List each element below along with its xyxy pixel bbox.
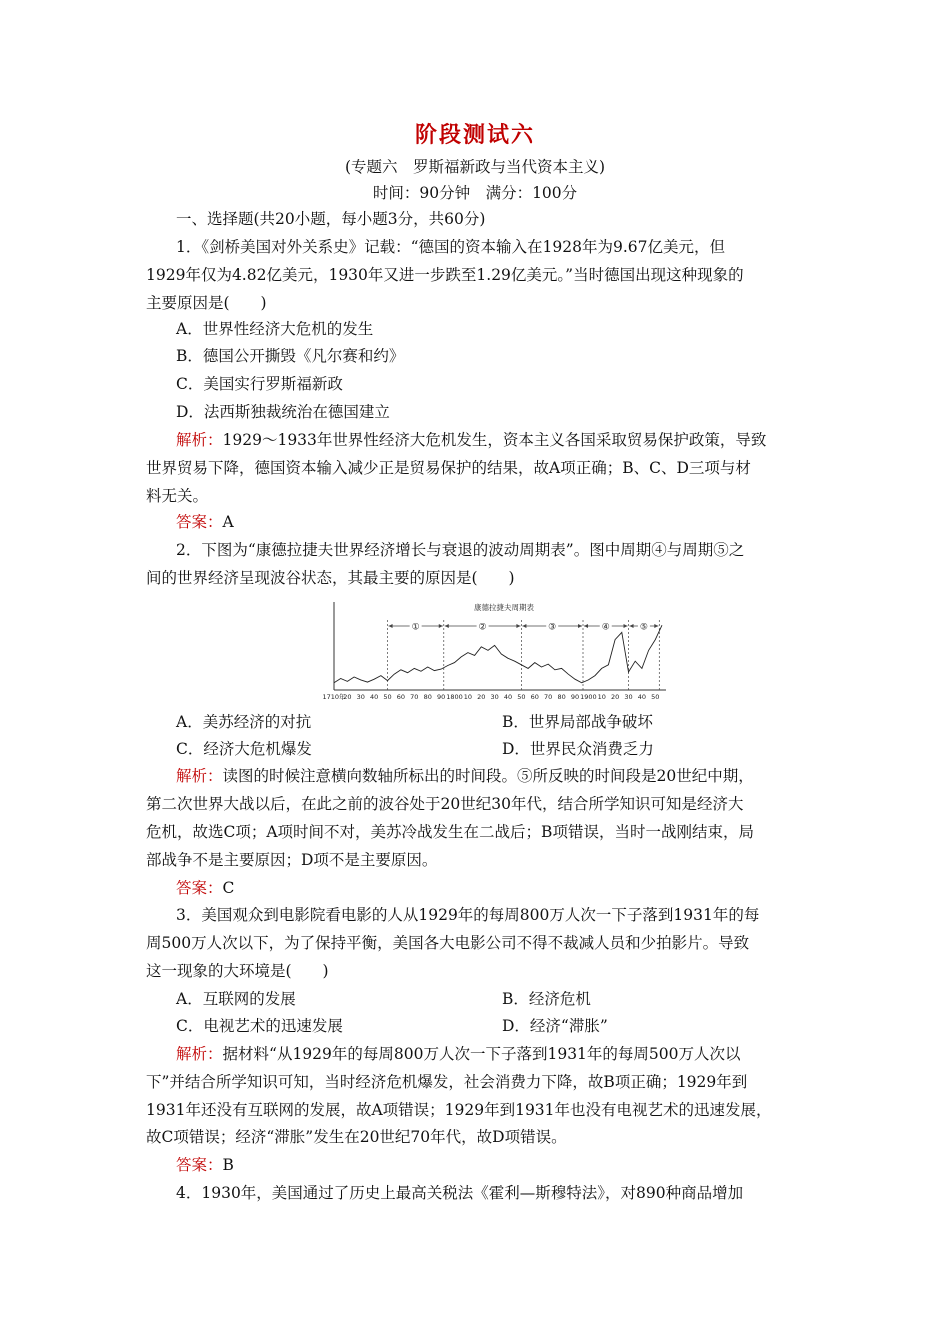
analysis-text: 据材料“从1929年的每周800万人次一下子落到1931年的每周500万人次以 [222,1045,741,1063]
cycle-arrowhead [439,624,443,628]
x-tick-label: 1800 [446,693,463,701]
x-tick-label: 50 [517,693,526,701]
cycle-label: ⑤ [639,622,648,633]
q1-analysis-line: 料无关。 [146,487,209,505]
q2-option-b: B．世界局部战争破坏 [502,713,653,731]
q3-analysis-line: 下”并结合所学知识可知，当时经济危机爆发，社会消费力下降，故B项正确；1929年到 [146,1073,748,1091]
x-tick-label: 30 [624,693,633,701]
q2-analysis-line: 危机，故选C项；A项时间不对，美苏冷战发生在二战后；B项错误，当时一战刚结束，局 [146,823,754,841]
q3-option-d: D．经济“滞胀” [502,1017,608,1035]
cycle-arrowhead [522,624,526,628]
kondratiev-chart [312,598,672,706]
x-tick-label: 40 [503,693,513,701]
section-heading: 一、选择题(共20小题，每小题3分，共60分) [176,210,486,228]
x-tick-label: 80 [557,693,566,701]
q1-option-d: D．法西斯独裁统治在德国建立 [176,403,390,421]
q2-option-d: D．世界民众消费乏力 [502,740,654,758]
x-tick-label: 10 [597,693,606,701]
x-tick-label: 40 [370,693,379,701]
x-tick-label: 60 [530,693,539,701]
x-tick-label: 20 [343,693,352,701]
q3-stem-line: 周500万人次以下，为了保持平衡，美国各大电影公司不得不裁减人员和少拍影片。导致 [146,934,750,952]
answer-value: A [222,513,234,531]
q2-analysis-line: 第二次世界大战以后，在此之前的波谷处于20世纪30年代，结合所学知识可知是经济大 [146,795,744,813]
cycle-arrowhead [389,624,393,628]
x-tick-label: 30 [356,693,365,701]
q1-stem-line: 主要原因是( ) [146,294,267,312]
x-tick-label: 20 [477,693,486,701]
q1-answer [176,512,234,532]
q1-stem-line: 1929年仅为4.82亿美元，1930年又进一步跌至1.29亿美元。”当时德国出现这种现象的 [146,266,744,284]
q3-analysis-line: 故C项错误；经济“滞胀”发生在20世纪70年代，故D项错误。 [146,1128,567,1146]
analysis-label: 解析： [176,767,223,785]
answer-label: 答案： [176,513,223,531]
analysis-label: 解析： [176,1045,223,1063]
chart-svg [312,598,672,706]
x-tick-label: 90 [436,693,446,701]
x-tick-label: 20 [610,693,620,701]
page-subtitle: (专题六 罗斯福新政与当代资本主义) [344,158,606,176]
q3-answer [176,1155,234,1175]
q1-analysis-line: 世界贸易下降，德国资本输入减少正是贸易保护的结果，故A项正确；B、C、D三项与材 [146,459,751,477]
q1-option-c: C．美国实行罗斯福新政 [176,375,343,393]
x-tick-label: 40 [637,693,647,701]
cycle-arrowhead [445,624,449,628]
x-tick-label: 80 [423,693,432,701]
cycle-arrowhead [578,624,582,628]
analysis-text: 读图的时候注意横向数轴所标出的时间段。⑤所反映的时间段是20世纪中期， [222,767,754,785]
q2-stem-line: 2．下图为“康德拉捷夫世界经济增长与衰退的波动周期表”。图中周期④与周期⑤之 [176,541,745,559]
x-tick-label: 30 [490,693,499,701]
x-tick-label: 70 [544,693,553,701]
cycle-label: ② [478,622,487,633]
cycle-arrowhead [516,624,520,628]
x-tick-label: 90 [570,693,580,701]
exam-meta: 时间：90分钟 满分：100分 [372,184,578,202]
q3-option-b: B．经济危机 [502,990,591,1008]
q1-option-b: B．德国公开撕毁《凡尔赛和约》 [176,347,405,365]
q1-option-a: A．世界性经济大危机的发生 [176,320,374,338]
x-tick-label: 50 [651,693,660,701]
cycle-label: ① [411,622,420,633]
q1-analysis [176,430,766,450]
answer-value: C [222,879,235,897]
chart-title: 康德拉捷夫周期表 [474,603,534,612]
cycle-label: ④ [601,622,610,633]
answer-value: B [222,1156,234,1174]
analysis-label: 解析： [176,431,223,449]
q3-option-c: C．电视艺术的迅速发展 [176,1017,343,1035]
q2-analysis-line: 部战争不是主要原因；D项不是主要原因。 [146,851,438,869]
answer-label: 答案： [176,1156,223,1174]
cycle-arrowhead [630,624,634,628]
q2-answer [176,878,234,898]
q1-stem-line: 1．《剑桥美国对外关系史》记载：“德国的资本输入在1928年为9.67亿美元，但 [176,238,725,256]
series-line [334,622,662,683]
q3-analysis [176,1044,741,1064]
q2-option-a: A．美苏经济的对抗 [176,713,312,731]
q3-stem-line: 这一现象的大环境是( ) [146,962,329,980]
answer-label: 答案： [176,879,223,897]
q2-analysis [176,766,754,786]
x-tick-label: 1710年 [322,693,346,701]
x-tick-label: 1900 [580,693,597,701]
x-tick-label: 60 [396,693,406,701]
q3-option-a: A．互联网的发展 [176,990,296,1008]
x-tick-label: 70 [410,693,419,701]
page-title: 阶段测试六 [414,122,535,148]
x-tick-label: 10 [463,693,473,701]
q4-stem-line: 4．1930年，美国通过了历史上最高关税法《霍利—斯穆特法》，对890种商品增加 [176,1184,744,1202]
cycle-label: ③ [548,622,557,633]
q2-option-c: C．经济大危机爆发 [176,740,312,758]
q3-analysis-line: 1931年还没有互联网的发展，故A项错误；1929年到1931年也没有电视艺术的迅速发展， [146,1101,772,1119]
q3-stem-line: 3．美国观众到电影院看电影的人从1929年的每周800万人次一下子落到1931年的每 [176,906,760,924]
cycle-arrowhead [584,624,588,628]
cycle-arrowhead [654,624,658,628]
analysis-text: 1929～1933年世界性经济大危机发生，资本主义各国采取贸易保护政策，导致 [222,431,767,449]
cycle-arrowhead [624,624,628,628]
q2-stem-line: 间的世界经济呈现波谷状态，其最主要的原因是( ) [146,569,515,587]
x-tick-label: 50 [383,693,392,701]
